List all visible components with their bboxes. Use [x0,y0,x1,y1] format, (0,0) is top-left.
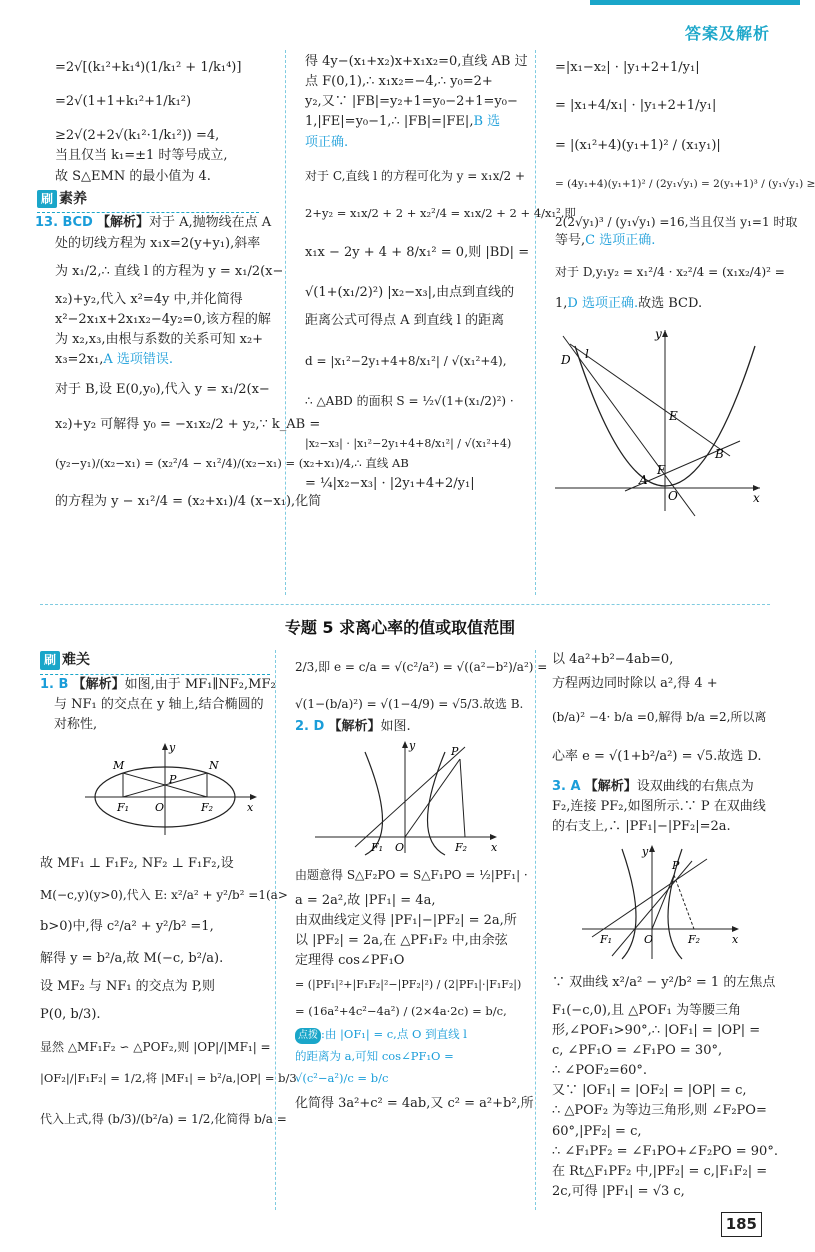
analysis-tag: 【解析】 [328,719,381,735]
section-tag [37,189,259,214]
top-column-3 [555,52,815,600]
text-line [555,294,780,314]
graph-label-f2: F₂ [688,933,701,947]
text-line: 由题意得 S△F₂PO = S△F₁PO = ½|PF₁| · [295,868,528,883]
x-axis-arrow [490,834,497,840]
text-line: ∴ ∠F₁PF₂ = ∠F₁PO+∠F₂PO = 90°. [552,1143,778,1159]
text-line: 化简得 3a²+c² = 4ab,又 c² = a²+b²,所 [295,1095,534,1111]
ellipse-diagram [85,739,265,839]
analysis-tag: 【解析】 [584,779,637,795]
text-line: = ¼|x₂−x₃| · |2y₁+4+2/y₁| [305,475,475,491]
answer-conclusion: 故选 BCD. [638,296,703,312]
y-axis-arrow [162,743,168,750]
tag-badge: 刷 [40,651,60,670]
text-line [305,112,530,132]
text-line: 60°,|PF₂| = c, [552,1123,642,1139]
text-line: d = |x₁²−2y₁+4+8/x₁²| / √(x₁²+4), [305,353,507,368]
option-b-verdict-cont: 项正确. [305,134,349,150]
graph-label-o: O [395,841,405,855]
text-line: 代入上式,得 (b/3)/(b²/a) = 1/2,化简得 b/a = [40,1111,287,1126]
y-axis-arrow [662,330,668,337]
text-line: F₂,连接 PF₂,如图所示.∵ P 在双曲线 [552,799,766,815]
column-divider [275,650,276,1210]
question-number: 1. B [40,676,69,692]
graph-label-p: P [672,859,680,873]
text-line: 对称性, [54,716,98,732]
hint-badge: 点拨 [295,1028,321,1044]
graph-label-e: E [669,409,678,424]
equation-line: = (4y₁+4)(y₁+1)² / (2y₁√y₁) = 2(y₁+1)³ / (y₁√y₁) ≥ [555,178,815,191]
hyperbola-diagram-2 [315,737,515,855]
text-line: 的右支上,∴ |PF₁|−|PF₂|=2a. [552,819,731,835]
text-line: 为 x₂,x₃,由根与系数的关系可知 x₂+ [55,332,264,348]
tag-label: 素养 [59,190,88,207]
bottom-column-1 [40,650,297,1210]
hint-line [295,1026,530,1044]
text-line: 形,∠POF₁>90°,∴ |OF₁| = |OP| = [552,1022,761,1038]
graph-label-a: A [639,473,648,488]
text-line: 点 F(0,1),∴ x₁x₂=−4,∴ y₀=2+ [305,74,493,90]
line-po [405,759,460,837]
graph-label-x: x [247,801,254,815]
hint-text: :由 |OF₁| = c,点 O 到直线 l [321,1027,467,1042]
text-fragment: 1,|FE|=y₀−1,∴ |FB|=|FE|, [305,114,474,130]
question-number: 3. A [552,779,581,795]
bottom-column-3 [552,650,777,1210]
text-line [55,350,277,370]
option-d-verdict: D 选项正确. [567,296,639,312]
text-line: ∵ 双曲线 x²/a² − y²/b² = 1 的左焦点 [552,974,776,990]
graph-label-o: O [644,933,654,947]
column-divider [535,650,536,1210]
graph-label-y: y [409,739,416,753]
text-line: 2c,可得 |PF₁| = √3 c, [552,1183,685,1199]
text-line: 显然 △MF₁F₂ ∽ △POF₂,则 |OP|/|MF₁| = [40,1039,271,1054]
text-line: 当且仅当 k₁=±1 时等号成立, [55,148,228,164]
text-line: 又∵ |OF₁| = |OF₂| = |OP| = c, [552,1083,747,1099]
text-line: 以 4a²+b²−4ab=0, [552,652,674,667]
line-pf1 [355,747,465,847]
hyperbola-left-branch [365,752,383,855]
analysis-tag: 【解析】 [72,676,125,692]
graph-label-f1: F₁ [371,841,384,855]
header-accent-bar [590,0,800,5]
graph-label-l: l [585,347,589,362]
question-number: 13. BCD [35,215,93,231]
analysis-tag: 【解析】 [96,215,149,231]
text-line: ∴ △POF₂ 为等边三角形,则 ∠F₂PO= [552,1103,767,1119]
graph-label-b: B [715,447,724,462]
hyperbola-diagram-3 [582,841,752,961]
text-line: F₁(−c,0),且 △POF₁ 为等腰三角 [552,1002,741,1018]
section-title: 专题 5 求离心率的值或取值范围 [284,618,516,637]
line-pf2-dashed [674,875,694,929]
graph-label-n: N [209,759,219,773]
text-fragment: x₃=2x₁, [55,352,104,368]
graph-label-o: O [155,801,165,815]
equation-line: = (|PF₁|²+|F₁F₂|²−|PF₂|²) / (2|PF₁|·|F₁F₂|) [295,977,522,991]
equation-line: (b/a)² −4· b/a =0,解得 b/a =2,所以离 [552,710,767,725]
x-axis-arrow [250,794,257,800]
text-line [555,231,780,251]
text-line: b>0)中,得 c²/a² + y²/b² =1, [40,918,214,934]
text-line: 由双曲线定义得 |PF₁|−|PF₂| = 2a,所 [295,913,517,929]
hint-line: √(c²−a²)/c = b/c [295,1071,389,1086]
page-header-title: 答案及解析 [684,24,770,43]
tag-label: 难关 [62,652,91,668]
graph-label-x: x [753,491,760,506]
question-13-header [35,213,277,233]
text-line: 定理得 cos∠PF₁O [295,953,405,969]
text-line: x₂)+y₂ 可解得 y₀ = −x₁x₂/2 + y₂,∵ k_AB = [55,416,321,432]
equation-line: 2/3,即 e = c/a = √(c²/a²) = √((a²−b²)/a²) = [295,660,548,674]
text-line: 以 |PF₂| = 2a,在 △PF₁F₂ 中,由余弦 [295,933,508,949]
text-line: 2+y₂ = x₁x/2 + 2 + x₂²/4 = x₁x/2 + 2 + 4/x₁²,即 [305,206,576,221]
column-divider [535,50,536,595]
text-line: √(1+(x₁/2)²) |x₂−x₃|,由点到直线的 [305,285,515,301]
x-axis-arrow [732,926,739,932]
line-op [652,875,674,929]
text-line: 设双曲线的右焦点为 [636,779,754,795]
equation-line: =2√[(k₁²+k₁⁴)(1/k₁² + 1/k₁⁴)] [55,60,242,75]
text-line: 解得 y = b²/a,故 M(−c, b²/a). [40,951,224,967]
text-line: 故 S△EMN 的最小值为 4. [55,168,211,184]
text-line: (y₂−y₁)/(x₂−x₁) = (x₂²/4 − x₁²/4)/(x₂−x₁) = (x₂+x₁)/4,∴ 直线 AB [55,455,409,470]
graph-label-f2: F₂ [201,801,214,815]
question-3-header [552,777,777,797]
text-line: 距离公式可得点 A 到直线 l 的距离 [305,313,505,329]
text-line: 得 4y−(x₁+x₂)x+x₁x₂=0,直线 AB 过 [305,54,528,69]
equation-line: 对于 D,y₁y₂ = x₁²/4 · x₂²/4 = (x₁x₂/4)² = [555,265,785,280]
question-2-header [295,717,530,737]
text-line: 设 MF₂ 与 NF₁ 的交点为 P,则 [40,979,216,995]
parabola-diagram [555,326,765,516]
graph-label-y: y [655,327,662,342]
graph-label-y: y [169,741,176,755]
equation-line: = |(x₁²+4)(y₁+1)² / (x₁y₁)| [555,138,721,154]
equation-line: =2√(1+1+k₁²+1/k₁²) [55,94,192,110]
equation-line: =|x₁−x₂| · |y₁+2+1/y₁| [555,60,700,75]
equation-line: ≥2√(2+2√(k₁²·1/k₁²)) =4, [55,128,220,144]
hint-box [295,1026,530,1087]
equation-line: √(1−(b/a)²) = √(1−4/9) = √5/3.故选 B. [295,696,524,711]
graph-label-x: x [491,841,498,855]
section-divider [40,604,770,605]
graph-label-d: D [561,353,571,368]
text-line: 与 NF₁ 的交点在 y 轴上,结合椭圆的 [54,696,264,712]
graph-label-f2: F₂ [455,841,468,855]
option-b-verdict: B 选 [473,114,501,130]
text-line: ∴ △ABD 的面积 S = ½√(1+(x₁/2)²) · [305,394,514,409]
text-line: 对于 C,直线 l 的方程可化为 y = x₁x/2 + [305,168,526,183]
graph-label-m: M [113,759,125,773]
text-line: a = 2a²,故 |PF₁| = 4a, [295,893,436,909]
tag-badge: 刷 [37,190,57,209]
question-1-header [40,675,276,695]
graph-label-o: O [668,489,678,504]
text-line: c, ∠PF₁O = ∠F₁PO = 30°, [552,1043,723,1058]
graph-label-x: x [732,933,739,947]
equation-line: 心率 e = √(1+b²/a²) = √5.故选 D. [552,748,762,764]
graph-label-p: P [451,745,459,759]
text-line: 如图. [380,719,411,735]
graph-label-f: F [657,463,666,478]
option-c-verdict: C 选项正确. [585,233,656,249]
text-fragment: 1, [555,296,568,312]
text-line: 如图,由于 MF₁∥NF₂,MF₂ [124,676,276,692]
text-line: y₂,又∵ |FB|=y₂+1=y₀−2+1=y₀− [305,94,518,110]
graph-label-f1: F₁ [600,933,613,947]
text-line: x₂)+y₂,代入 x²=4y 中,并化简得 [55,291,243,307]
graph-label-p: P [169,773,177,787]
text-line: 对于 A,抛物线在点 A [148,215,272,231]
text-line: 方程两边同时除以 a²,得 4 + [552,676,718,692]
text-line: 处的切线方程为 x₁x=2(y+y₁),斜率 [55,235,261,251]
y-axis-arrow [402,741,408,748]
text-line: M(−c,y)(y>0),代入 E: x²/a² + y²/b² =1(a> [40,888,288,903]
option-a-verdict: A 选项错误. [103,352,174,368]
graph-label-f1: F₁ [117,801,130,815]
text-line: |x₂−x₃| · |x₁²−2y₁+4+8/x₁²| / √(x₁²+4) [305,436,512,450]
equation-line: 2(2√y₁)³ / (y₁√y₁) =16,当且仅当 y₁=1 时取 [555,214,798,229]
text-line: 为 x₁/2,∴ 直线 l 的方程为 y = x₁/2(x− [55,263,284,279]
graph-label-y: y [642,845,649,859]
line-pf2 [460,759,465,837]
page-number: 185 [721,1212,762,1237]
section-tag [40,650,270,675]
text-line: 在 Rt△F₁PF₂ 中,|PF₂| = c,|F₁F₂| = [552,1163,768,1179]
hint-line: 的距离为 a,可知 cos∠PF₁O = [295,1049,454,1064]
text-line: 故 MF₁ ⊥ F₁F₂, NF₂ ⊥ F₁F₂,设 [40,856,234,872]
text-line: |OF₂|/|F₁F₂| = 1/2,将 |MF₁| = b²/a,|OP| = b/3 [40,1071,297,1086]
column-divider [285,50,286,595]
equation-line: = (16a²+4c²−4a²) / (2×4a·2c) = b/c, [295,1003,507,1018]
text-line: 对于 B,设 E(0,y₀),代入 y = x₁/2(x− [55,382,270,398]
text-line: ∴ ∠POF₂=60°. [552,1063,647,1079]
text-line: x²−2x₁x+2x₁x₂−4y₂=0,该方程的解 [55,311,271,327]
bottom-column-2 [295,650,548,1210]
text-line: P(0, b/3). [40,1007,101,1023]
equation-line: = |x₁+4/x₁| · |y₁+2+1/y₁| [555,98,717,114]
text-line: 的方程为 y − x₁²/4 = (x₂+x₁)/4 (x−x₁),化简 [55,494,322,510]
question-number: 2. D [295,719,325,735]
text-fragment: 等号, [555,233,586,249]
text-line: x₁x − 2y + 4 + 8/x₁² = 0,则 |BD| = [305,245,530,261]
y-axis-arrow [649,845,655,852]
hyperbola-left-branch [622,849,636,959]
line-f1p [592,859,707,937]
